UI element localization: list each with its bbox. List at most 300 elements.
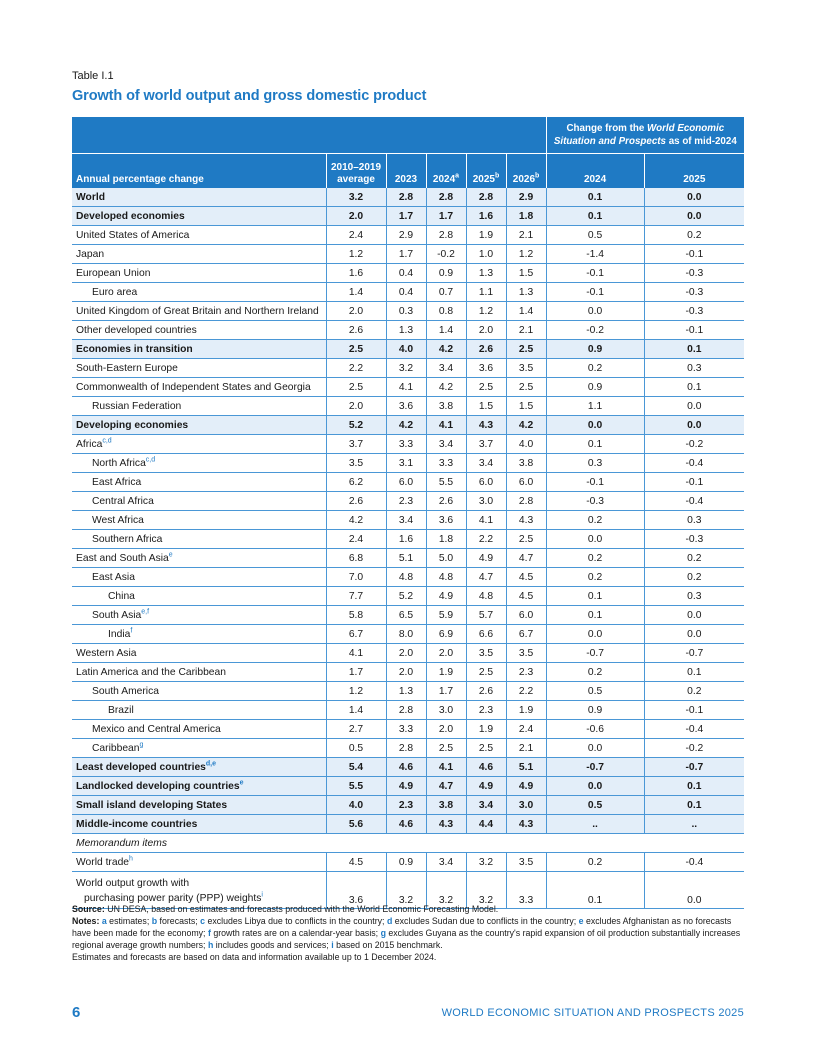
cell-avg: 2.5 bbox=[326, 340, 386, 359]
col-header-name: Annual percentage change bbox=[72, 154, 326, 189]
note-text: excludes Sudan due to conflicts in the country; bbox=[392, 916, 579, 926]
row-label-text: World bbox=[76, 191, 105, 203]
row-label bbox=[72, 530, 326, 549]
cell-y2025: 3.6 bbox=[466, 359, 506, 378]
cell-y2025: 1.6 bbox=[466, 207, 506, 226]
cell-y2026: 3.8 bbox=[506, 454, 546, 473]
table-row bbox=[72, 226, 744, 245]
row-label-text: European Union bbox=[76, 267, 151, 279]
cell-y2023: 6.5 bbox=[386, 606, 426, 625]
cell-c2025: -0.7 bbox=[644, 644, 744, 663]
cell-y2023: 2.8 bbox=[386, 188, 426, 207]
cell-y2023: 4.0 bbox=[386, 340, 426, 359]
cell-avg: 4.2 bbox=[326, 511, 386, 530]
row-label-text: West Africa bbox=[92, 514, 144, 526]
cell-y2025: 2.0 bbox=[466, 321, 506, 340]
cell-c2025: 0.1 bbox=[644, 340, 744, 359]
cell-y2025: 4.6 bbox=[466, 758, 506, 777]
cell-c2024: 0.0 bbox=[546, 530, 644, 549]
note-key: g bbox=[380, 928, 386, 938]
row-label-text: Other developed countries bbox=[76, 324, 197, 336]
cell-avg: 5.5 bbox=[326, 777, 386, 796]
cell-c2024: -0.1 bbox=[546, 473, 644, 492]
cell-c2024: -0.7 bbox=[546, 758, 644, 777]
row-label-text: Mexico and Central America bbox=[92, 723, 221, 735]
cell-c2025: 0.0 bbox=[644, 416, 744, 435]
cell-y2024: 5.0 bbox=[426, 549, 466, 568]
cell-c2025: -0.4 bbox=[644, 454, 744, 473]
footnote-marker: e bbox=[168, 551, 173, 559]
cell-y2023: 4.9 bbox=[386, 777, 426, 796]
cell-y2023: 2.8 bbox=[386, 739, 426, 758]
cell-avg: 4.5 bbox=[326, 853, 386, 872]
cell-y2025: 2.5 bbox=[466, 663, 506, 682]
cell-y2026: 2.8 bbox=[506, 492, 546, 511]
table-row bbox=[72, 207, 744, 226]
row-label-text: Africa bbox=[76, 438, 103, 450]
table-title: Growth of world output and gross domestic product bbox=[72, 88, 427, 104]
cell-avg: 3.5 bbox=[326, 454, 386, 473]
cell-y2025: 2.5 bbox=[466, 739, 506, 758]
col-header-change-2024: 2024 bbox=[546, 154, 644, 189]
cell-c2025: 0.1 bbox=[644, 796, 744, 815]
cell-y2024: 4.9 bbox=[426, 587, 466, 606]
cell-c2024: -0.1 bbox=[546, 283, 644, 302]
col-header-average: 2010–2019 average bbox=[326, 154, 386, 189]
row-label-text: Economies in transition bbox=[76, 343, 193, 355]
row-label-text: United Kingdom of Great Britain and Northern Ireland bbox=[76, 305, 319, 317]
row-label-text: Japan bbox=[76, 248, 105, 260]
row-label bbox=[72, 739, 326, 758]
cell-y2025: 1.1 bbox=[466, 283, 506, 302]
table-row bbox=[72, 625, 744, 644]
cell-y2025: 1.5 bbox=[466, 397, 506, 416]
table-row bbox=[72, 644, 744, 663]
row-label bbox=[72, 587, 326, 606]
cell-c2024: 0.3 bbox=[546, 454, 644, 473]
cell-y2023: 2.0 bbox=[386, 663, 426, 682]
cell-c2025: 0.0 bbox=[644, 872, 744, 909]
note-key: h bbox=[207, 940, 214, 950]
cell-y2025: 2.3 bbox=[466, 701, 506, 720]
row-label bbox=[72, 283, 326, 302]
cell-y2023: 3.4 bbox=[386, 511, 426, 530]
row-label bbox=[72, 416, 326, 435]
cell-y2023: 3.3 bbox=[386, 435, 426, 454]
footnote-marker: e,f bbox=[141, 608, 150, 616]
cell-y2024: 2.8 bbox=[426, 226, 466, 245]
cell-y2026: 4.7 bbox=[506, 549, 546, 568]
cell-y2023: 2.0 bbox=[386, 644, 426, 663]
table-row bbox=[72, 321, 744, 340]
cell-y2026: 3.5 bbox=[506, 359, 546, 378]
cell-c2024: 0.1 bbox=[546, 606, 644, 625]
cell-y2024: 4.1 bbox=[426, 416, 466, 435]
row-label-text: Euro area bbox=[92, 286, 138, 298]
cell-y2024: 1.8 bbox=[426, 530, 466, 549]
cell-avg: 2.7 bbox=[326, 720, 386, 739]
cell-avg: 5.2 bbox=[326, 416, 386, 435]
row-label bbox=[72, 302, 326, 321]
table-row bbox=[72, 511, 744, 530]
row-label bbox=[72, 226, 326, 245]
cell-y2026: 3.0 bbox=[506, 796, 546, 815]
cell-c2024: 0.2 bbox=[546, 663, 644, 682]
cell-c2024: 0.1 bbox=[546, 207, 644, 226]
cell-avg: 1.2 bbox=[326, 682, 386, 701]
cell-y2026: 3.3 bbox=[506, 872, 546, 909]
table-row bbox=[72, 283, 744, 302]
cell-y2023: 4.1 bbox=[386, 378, 426, 397]
cell-c2025: -0.3 bbox=[644, 264, 744, 283]
footnote-marker: i bbox=[261, 891, 263, 899]
cell-c2025: -0.2 bbox=[644, 435, 744, 454]
cell-y2026: 4.2 bbox=[506, 416, 546, 435]
cell-y2024: 4.1 bbox=[426, 758, 466, 777]
table-row bbox=[72, 758, 744, 777]
cell-y2025: 4.8 bbox=[466, 587, 506, 606]
row-label bbox=[72, 815, 326, 834]
cell-y2026: 2.3 bbox=[506, 663, 546, 682]
note-text: excludes Guyana as the country's rapid expansion of oil production substantially increases regional average growth numbers; bbox=[72, 928, 741, 950]
row-label-text: World output growth with bbox=[76, 878, 190, 889]
cell-y2023: 4.2 bbox=[386, 416, 426, 435]
footnote-marker: f bbox=[130, 627, 133, 635]
cell-c2024: 0.0 bbox=[546, 625, 644, 644]
cell-c2024: 0.2 bbox=[546, 511, 644, 530]
cell-c2025: -0.1 bbox=[644, 701, 744, 720]
cell-c2024: 0.2 bbox=[546, 359, 644, 378]
cell-c2025: -0.4 bbox=[644, 492, 744, 511]
row-label bbox=[72, 264, 326, 283]
col-header-2024: 2024$^a$ bbox=[426, 154, 466, 189]
publication-title: WORLD ECONOMIC SITUATION AND PROSPECTS 2025 bbox=[441, 1007, 744, 1019]
cell-y2023: 8.0 bbox=[386, 625, 426, 644]
page-number: 6 bbox=[72, 1004, 81, 1021]
cell-y2023: 1.7 bbox=[386, 207, 426, 226]
cell-y2023: 0.4 bbox=[386, 283, 426, 302]
cell-y2026: 3.5 bbox=[506, 644, 546, 663]
cell-c2025: 0.0 bbox=[644, 397, 744, 416]
change-header: Change from the World Economic Situation and Prospects as of mid-2024 bbox=[546, 117, 744, 154]
row-label bbox=[72, 625, 326, 644]
notes-final-line: Estimates and forecasts are based on data and information available up to 1 December 2024. bbox=[72, 952, 437, 962]
row-label-text: South America bbox=[92, 685, 159, 697]
note-key: d bbox=[386, 916, 393, 926]
cell-y2025: 1.2 bbox=[466, 302, 506, 321]
cell-y2024: 4.2 bbox=[426, 378, 466, 397]
row-label-text: Small island developing States bbox=[76, 799, 228, 811]
cell-y2024: 1.4 bbox=[426, 321, 466, 340]
cell-avg: 3.7 bbox=[326, 435, 386, 454]
row-label bbox=[72, 511, 326, 530]
cell-y2023: 6.0 bbox=[386, 473, 426, 492]
cell-c2024: 0.2 bbox=[546, 568, 644, 587]
cell-y2026: 4.0 bbox=[506, 435, 546, 454]
cell-y2026: 1.9 bbox=[506, 701, 546, 720]
cell-y2023: 2.3 bbox=[386, 492, 426, 511]
row-label bbox=[72, 644, 326, 663]
cell-y2024: 0.7 bbox=[426, 283, 466, 302]
cell-y2026: 2.4 bbox=[506, 720, 546, 739]
note-text: growth rates are on a calendar-year basis; bbox=[210, 928, 381, 938]
row-label-text: East and South Asia bbox=[76, 552, 169, 564]
row-label bbox=[72, 853, 326, 872]
cell-c2025: -0.7 bbox=[644, 758, 744, 777]
row-label bbox=[72, 720, 326, 739]
cell-y2023: 3.2 bbox=[386, 359, 426, 378]
row-label bbox=[72, 473, 326, 492]
cell-avg: 1.2 bbox=[326, 245, 386, 264]
table-row bbox=[72, 473, 744, 492]
cell-c2025: 0.0 bbox=[644, 606, 744, 625]
table-row bbox=[72, 492, 744, 511]
cell-y2024: 2.0 bbox=[426, 644, 466, 663]
cell-y2024: 4.7 bbox=[426, 777, 466, 796]
cell-avg: 4.0 bbox=[326, 796, 386, 815]
row-label bbox=[72, 758, 326, 777]
cell-y2025: 3.4 bbox=[466, 454, 506, 473]
cell-y2025: 1.3 bbox=[466, 264, 506, 283]
table-notes bbox=[72, 903, 752, 963]
table-row bbox=[72, 378, 744, 397]
cell-c2024: -0.2 bbox=[546, 321, 644, 340]
row-label bbox=[72, 777, 326, 796]
notes-list: Notes: a estimates; b forecasts; c excludes Libya due to conflicts in the country; d excludes Sudan due to conflicts in the country; e excludes Afghanistan as no forecasts have been made for the economy; f growth rates are on a calendar-year basis; g excludes Guyana as the country's rapid expansion of oil production substantially increases regional average growth numbers; h includes goods and services; i based on 2015 benchmark. bbox=[72, 916, 741, 950]
cell-c2025: -0.3 bbox=[644, 283, 744, 302]
row-label bbox=[72, 397, 326, 416]
cell-c2025: 0.0 bbox=[644, 207, 744, 226]
cell-avg: 6.2 bbox=[326, 473, 386, 492]
row-label-text: Latin America and the Caribbean bbox=[76, 666, 226, 678]
cell-avg: 1.6 bbox=[326, 264, 386, 283]
cell-c2025: 0.2 bbox=[644, 549, 744, 568]
cell-y2026: 1.5 bbox=[506, 264, 546, 283]
cell-y2024: 4.8 bbox=[426, 568, 466, 587]
cell-c2024: 0.1 bbox=[546, 587, 644, 606]
cell-y2024: 3.8 bbox=[426, 397, 466, 416]
row-label-text: Caribbean bbox=[92, 742, 140, 754]
cell-y2026: 4.3 bbox=[506, 511, 546, 530]
cell-c2024: 0.5 bbox=[546, 226, 644, 245]
cell-y2024: 6.9 bbox=[426, 625, 466, 644]
table-row bbox=[72, 435, 744, 454]
source-note: Source: UN DESA, based on estimates and forecasts produced with the World Economic Forecasting Model. bbox=[72, 904, 499, 914]
cell-c2025: -0.1 bbox=[644, 245, 744, 264]
row-label-text: Western Asia bbox=[76, 647, 137, 659]
cell-c2024: 0.0 bbox=[546, 416, 644, 435]
cell-c2025: 0.1 bbox=[644, 663, 744, 682]
table-row bbox=[72, 720, 744, 739]
cell-y2024: 4.2 bbox=[426, 340, 466, 359]
cell-c2025: 0.2 bbox=[644, 568, 744, 587]
cell-y2025: 3.0 bbox=[466, 492, 506, 511]
footnote-marker: d,e bbox=[205, 760, 217, 768]
cell-y2023: 1.6 bbox=[386, 530, 426, 549]
col-header-2023: 2023 bbox=[386, 154, 426, 189]
cell-y2023: 0.3 bbox=[386, 302, 426, 321]
cell-avg: 1.4 bbox=[326, 283, 386, 302]
cell-y2026: 4.5 bbox=[506, 568, 546, 587]
cell-c2024: -0.3 bbox=[546, 492, 644, 511]
gdp-growth-table bbox=[72, 117, 744, 909]
cell-c2025: -0.3 bbox=[644, 302, 744, 321]
cell-y2026: 2.5 bbox=[506, 340, 546, 359]
cell-avg: 2.5 bbox=[326, 378, 386, 397]
table-label: Table I.1 bbox=[72, 70, 114, 82]
cell-y2023: 4.6 bbox=[386, 815, 426, 834]
cell-y2025: 1.0 bbox=[466, 245, 506, 264]
cell-y2024: 1.7 bbox=[426, 682, 466, 701]
cell-y2024: 2.6 bbox=[426, 492, 466, 511]
cell-avg: 5.6 bbox=[326, 815, 386, 834]
cell-y2023: 3.2 bbox=[386, 872, 426, 909]
table-row bbox=[72, 682, 744, 701]
table-row bbox=[72, 606, 744, 625]
row-label-text: Brazil bbox=[108, 704, 134, 716]
row-label bbox=[72, 682, 326, 701]
cell-y2024: 3.6 bbox=[426, 511, 466, 530]
cell-avg: 3.2 bbox=[326, 188, 386, 207]
cell-c2024: 0.1 bbox=[546, 435, 644, 454]
cell-y2026: 2.2 bbox=[506, 682, 546, 701]
cell-y2023: 0.4 bbox=[386, 264, 426, 283]
cell-y2025: 3.2 bbox=[466, 872, 506, 909]
note-key: f bbox=[207, 928, 211, 938]
footnote-marker: h bbox=[129, 855, 133, 863]
cell-y2024: 3.2 bbox=[426, 872, 466, 909]
row-label-text: South-Eastern Europe bbox=[76, 362, 178, 374]
cell-y2023: 5.1 bbox=[386, 549, 426, 568]
cell-avg: 6.8 bbox=[326, 549, 386, 568]
table-row bbox=[72, 454, 744, 473]
footnote-marker: c,d bbox=[145, 456, 156, 464]
cell-y2024: 5.5 bbox=[426, 473, 466, 492]
table-row bbox=[72, 416, 744, 435]
row-label-text: East Asia bbox=[92, 571, 135, 583]
cell-c2025: 0.0 bbox=[644, 625, 744, 644]
cell-y2026: 1.4 bbox=[506, 302, 546, 321]
cell-y2025: 1.9 bbox=[466, 720, 506, 739]
cell-y2025: 4.7 bbox=[466, 568, 506, 587]
cell-y2025: 4.4 bbox=[466, 815, 506, 834]
cell-c2024: -0.7 bbox=[546, 644, 644, 663]
cell-c2024: -0.1 bbox=[546, 264, 644, 283]
row-label bbox=[72, 321, 326, 340]
cell-y2023: 1.3 bbox=[386, 321, 426, 340]
cell-y2023: 3.6 bbox=[386, 397, 426, 416]
note-text: forecasts; bbox=[157, 916, 201, 926]
cell-c2025: -0.1 bbox=[644, 321, 744, 340]
cell-c2024: 0.0 bbox=[546, 302, 644, 321]
cell-c2024: 0.9 bbox=[546, 378, 644, 397]
table-row bbox=[72, 549, 744, 568]
cell-avg: 2.6 bbox=[326, 321, 386, 340]
cell-y2024: 2.0 bbox=[426, 720, 466, 739]
cell-y2025: 1.9 bbox=[466, 226, 506, 245]
row-label-text: Landlocked developing countries bbox=[76, 780, 240, 792]
row-label-text: China bbox=[108, 590, 135, 602]
row-label bbox=[72, 454, 326, 473]
row-label-text: Middle-income countries bbox=[76, 818, 198, 830]
cell-avg: 1.7 bbox=[326, 663, 386, 682]
cell-c2025: -0.4 bbox=[644, 853, 744, 872]
cell-y2026: 2.5 bbox=[506, 378, 546, 397]
cell-y2024: 3.8 bbox=[426, 796, 466, 815]
cell-y2026: 2.1 bbox=[506, 739, 546, 758]
cell-y2026: 4.3 bbox=[506, 815, 546, 834]
cell-avg: 5.4 bbox=[326, 758, 386, 777]
cell-y2023: 1.3 bbox=[386, 682, 426, 701]
cell-avg: 2.4 bbox=[326, 530, 386, 549]
cell-y2026: 5.1 bbox=[506, 758, 546, 777]
cell-c2025: 0.2 bbox=[644, 682, 744, 701]
table-row bbox=[72, 777, 744, 796]
cell-y2026: 1.2 bbox=[506, 245, 546, 264]
cell-y2024: 3.3 bbox=[426, 454, 466, 473]
cell-avg: 2.4 bbox=[326, 226, 386, 245]
table-row bbox=[72, 739, 744, 758]
cell-y2025: 4.9 bbox=[466, 549, 506, 568]
memo-header-row bbox=[72, 834, 744, 853]
cell-y2026: 6.0 bbox=[506, 606, 546, 625]
footnote-marker: g bbox=[139, 741, 144, 749]
cell-avg: 7.7 bbox=[326, 587, 386, 606]
cell-y2025: 5.7 bbox=[466, 606, 506, 625]
note-text: excludes Afghanistan as no forecasts have been made for the economy; bbox=[72, 916, 732, 938]
row-label bbox=[72, 207, 326, 226]
cell-y2025: 4.3 bbox=[466, 416, 506, 435]
row-label bbox=[72, 492, 326, 511]
note-key: e bbox=[578, 916, 584, 926]
row-label bbox=[72, 606, 326, 625]
cell-y2025: 2.5 bbox=[466, 378, 506, 397]
table-row bbox=[72, 663, 744, 682]
cell-y2024: 3.4 bbox=[426, 435, 466, 454]
footnote-marker: e bbox=[239, 779, 244, 787]
note-text: includes goods and services; bbox=[213, 940, 332, 950]
cell-y2024: 0.9 bbox=[426, 264, 466, 283]
cell-y2023: 2.3 bbox=[386, 796, 426, 815]
cell-c2024: 0.9 bbox=[546, 340, 644, 359]
cell-y2024: 4.3 bbox=[426, 815, 466, 834]
cell-c2025: .. bbox=[644, 815, 744, 834]
cell-c2025: -0.4 bbox=[644, 720, 744, 739]
cell-y2024: 0.8 bbox=[426, 302, 466, 321]
table-row bbox=[72, 359, 744, 378]
row-label-text: Southern Africa bbox=[92, 533, 163, 545]
cell-avg: 4.1 bbox=[326, 644, 386, 663]
cell-avg: 2.0 bbox=[326, 207, 386, 226]
cell-c2024: 0.2 bbox=[546, 853, 644, 872]
cell-avg: 2.6 bbox=[326, 492, 386, 511]
cell-c2024: 0.2 bbox=[546, 549, 644, 568]
cell-avg: 7.0 bbox=[326, 568, 386, 587]
cell-y2023: 2.9 bbox=[386, 226, 426, 245]
cell-y2025: 4.1 bbox=[466, 511, 506, 530]
cell-c2024: -1.4 bbox=[546, 245, 644, 264]
cell-y2024: 2.8 bbox=[426, 188, 466, 207]
cell-y2025: 3.4 bbox=[466, 796, 506, 815]
row-label bbox=[72, 568, 326, 587]
row-label-text: World trade bbox=[76, 856, 130, 868]
table-row bbox=[72, 397, 744, 416]
cell-avg: 2.0 bbox=[326, 302, 386, 321]
cell-c2024: 0.9 bbox=[546, 701, 644, 720]
table-body bbox=[72, 188, 744, 909]
cell-y2023: 5.2 bbox=[386, 587, 426, 606]
cell-y2024: 2.5 bbox=[426, 739, 466, 758]
